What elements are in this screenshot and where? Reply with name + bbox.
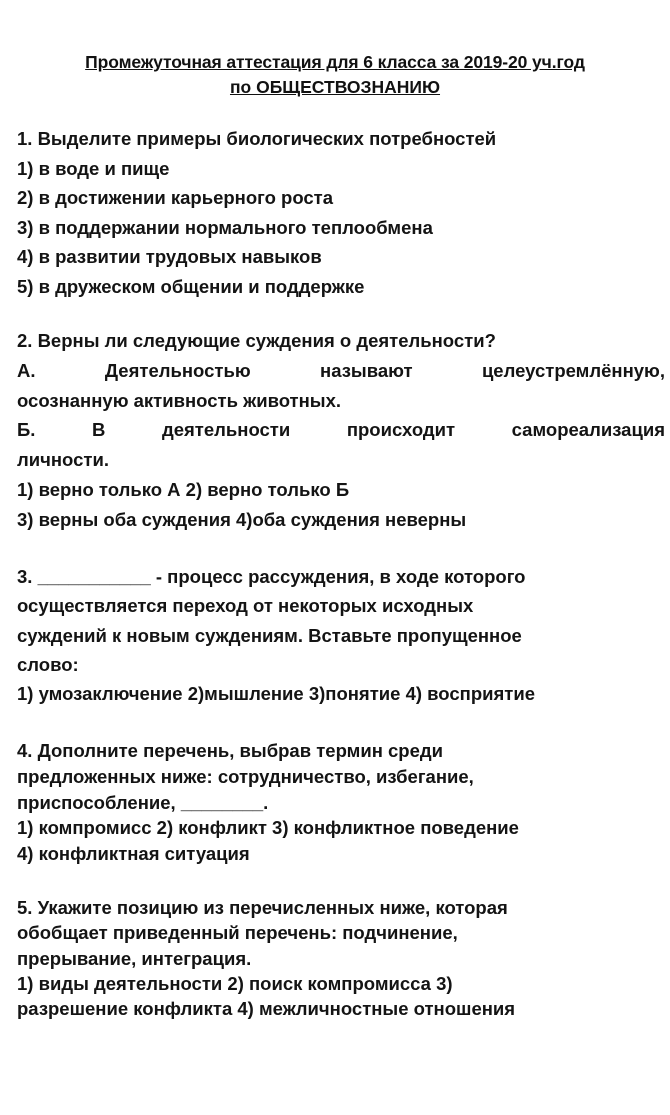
question-2 bbox=[17, 326, 665, 535]
question-3 bbox=[17, 562, 665, 708]
question-1 bbox=[17, 124, 665, 302]
statement-a-word: называют bbox=[320, 359, 413, 381]
header-title-line2: по ОБЩЕСТВОЗНАНИЮ bbox=[229, 77, 441, 97]
statement-b-word: В bbox=[92, 419, 106, 441]
question-1-option-5: 5) в дружеском общении и поддержке bbox=[17, 275, 365, 297]
header-title-line1: Промежуточная аттестация для 6 класса за 2019-20 уч.год bbox=[85, 52, 585, 72]
question-3-text-line-2: осуществляется переход от некоторых исходных bbox=[17, 595, 474, 617]
question-1-text: 1. Выделите примеры биологических потребностей bbox=[17, 128, 497, 149]
statement-b-word: самореализация bbox=[511, 419, 665, 441]
statement-b-word: деятельности bbox=[161, 419, 291, 441]
question-5-options-line-1: 1) виды деятельности 2) поиск компромисса 3) bbox=[17, 972, 453, 994]
question-2-options-line-1: 1) верно только А 2) верно только Б bbox=[17, 478, 350, 500]
question-1-option-1: 1) в воде и пище bbox=[17, 157, 170, 179]
question-3-text-line-3: суждений к новым суждениям. Вставьте пропущенное bbox=[17, 624, 522, 646]
question-4 bbox=[17, 738, 665, 867]
question-1-option-4: 4) в развитии трудовых навыков bbox=[17, 246, 322, 268]
statement-b-word: происходит bbox=[346, 419, 456, 441]
statement-a-first-line bbox=[17, 356, 665, 386]
question-4-text-line-3: приспособление, ________. bbox=[17, 791, 269, 813]
question-2-text: 2. Верны ли следующие суждения о деятельности? bbox=[17, 330, 496, 351]
document-header bbox=[0, 50, 670, 100]
question-5-text-line-1: 5. Укажите позицию из перечисленных ниже, которая bbox=[17, 897, 508, 918]
statement-a-word: Деятельностью bbox=[104, 359, 251, 381]
question-1-option-3: 3) в поддержании нормального теплообмена bbox=[17, 216, 433, 238]
statement-b-word: Б. bbox=[17, 419, 36, 441]
question-4-options-line-1: 1) компромисс 2) конфликт 3) конфликтное поведение bbox=[17, 817, 519, 839]
statement-b-tail: личности. bbox=[17, 449, 109, 471]
question-5 bbox=[17, 895, 665, 1021]
question-3-options: 1) умозаключение 2)мышление 3)понятие 4) восприятие bbox=[17, 683, 536, 705]
question-4-text-line-2: предложенных ниже: сотрудничество, избегание, bbox=[17, 765, 474, 787]
question-1-option-2: 2) в достижении карьерного роста bbox=[17, 187, 334, 209]
question-5-text-line-3: прерывание, интеграция. bbox=[17, 947, 252, 969]
statement-b-first-line bbox=[17, 415, 665, 445]
question-3-text-line-4: слово: bbox=[17, 653, 79, 675]
statement-a-tail: осознанную активность животных. bbox=[17, 389, 342, 411]
question-4-options-line-2: 4) конфликтная ситуация bbox=[17, 843, 250, 865]
statement-a-word: А. bbox=[17, 359, 36, 381]
question-5-options-line-2: разрешение конфликта 4) межличностные отношения bbox=[17, 998, 516, 1020]
question-2-options-line-2: 3) верны оба суждения 4)оба суждения неверны bbox=[17, 508, 467, 530]
question-3-text-line-1: 3. ___________ - процесс рассуждения, в ходе которого bbox=[17, 566, 526, 587]
question-5-text-line-2: обобщает приведенный перечень: подчинение, bbox=[17, 922, 458, 944]
statement-a-word: целеустремлённую, bbox=[481, 359, 665, 381]
question-4-text-line-1: 4. Дополните перечень, выбрав термин среди bbox=[17, 740, 443, 761]
